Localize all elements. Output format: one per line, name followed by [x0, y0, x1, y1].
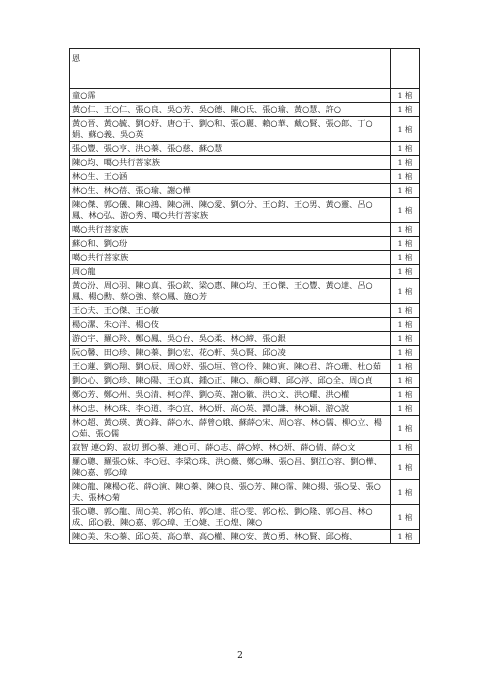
count-cell: 1 棺: [391, 279, 420, 304]
names-cell: 羅○聰、羅張○妹、李○冠、李梁○珠、洪○薇、鄭○琳、張○昌、劉江○容、劉○樺、陳○嘉、郭○璋: [70, 455, 391, 480]
count-cell: 1 棺: [391, 89, 420, 103]
count-cell: 1 棺: [391, 198, 420, 223]
count-cell: 1 棺: [391, 374, 420, 388]
names-cell: 童○霈: [70, 89, 391, 103]
names-cell: 游○宇、羅○羚、鄭○鳳、吳○台、吳○柔、林○締、張○銀: [70, 332, 391, 346]
table-row: [70, 251, 420, 265]
names-cell: 陳○均、噶○共行菩家族: [70, 156, 391, 170]
table-row: [70, 360, 420, 374]
names-cell: 林○生、林○蓓、張○瑜、謝○樺: [70, 184, 391, 198]
count-cell: 1 棺: [391, 142, 420, 156]
page-number: 2: [237, 651, 243, 661]
table-row: [70, 198, 420, 223]
count-cell: 1 棺: [391, 156, 420, 170]
table-row: [70, 402, 420, 416]
names-cell: 黃○汾、周○羽、陳○真、張○欽、梁○惠、陳○均、王○傑、王○豐、黃○達、呂○鳳、楊○勳、蔡○強、蔡○鳳、施○芳: [70, 279, 391, 304]
count-cell: 1 棺: [391, 184, 420, 198]
names-cell: 阮○馨、田○珍、陳○蓁、劉○宏、花○軒、吳○賢、邱○凌: [70, 346, 391, 360]
count-cell: 1 棺: [391, 416, 420, 441]
count-cell: 1 棺: [391, 304, 420, 318]
table-row: [70, 304, 420, 318]
names-cell: 林○忠、林○珠、李○道、李○宜、林○妍、高○英、譚○謙、林○穎、游○說: [70, 402, 391, 416]
count-cell: 1 棺: [391, 455, 420, 480]
count-cell: 1 棺: [391, 402, 420, 416]
table-row: [70, 374, 420, 388]
names-cell: 鄭○芳、鄭○州、吳○清、柯○萍、劉○英、謝○徽、洪○文、洪○耀、洪○權: [70, 388, 391, 402]
table-row: [70, 279, 420, 304]
table-row: [70, 505, 420, 530]
names-cell: 周○龍: [70, 265, 391, 279]
table-row: [70, 223, 420, 237]
table-row: [70, 170, 420, 184]
count-cell: 1 棺: [391, 332, 420, 346]
table-row: [70, 416, 420, 441]
names-cell: 陳○龍、陳楊○花、薛○演、陳○蓁、陳○良、張○芳、陳○霈、陳○揚、張○旻、張○夫、張林○菊: [70, 480, 391, 505]
names-cell: 張○豐、張○亨、洪○蓁、張○慈、蘇○慧: [70, 142, 391, 156]
names-cell: 劉○心、劉○珍、陳○陽、王○真、鍾○正、陳○、顏○卿、邱○渟、邱○全、周○貞: [70, 374, 391, 388]
table-row: [70, 346, 420, 360]
names-cell: 張○聰、郭○龍、周○美、郭○佑、郭○達、莊○雯、郭○松、劉○隆、郭○昌、林○成、邱○毅、陳○嘉、郭○璋、王○婕、王○煌、陳○: [70, 505, 391, 530]
table-row: [70, 156, 420, 170]
count-cell: 1 棺: [391, 103, 420, 117]
table-row: [70, 265, 420, 279]
table-row: [70, 103, 420, 117]
table-row: [70, 530, 420, 544]
count-cell: [391, 49, 420, 89]
table-row: [70, 332, 420, 346]
count-cell: 1 棺: [391, 117, 420, 142]
count-cell: 1 棺: [391, 441, 420, 455]
table-row: [70, 318, 420, 332]
names-cell: 王○蓮、劉○翔、劉○辰、周○妤、張○垣、管○伶、陳○寅、陳○君、許○珊、杜○茹: [70, 360, 391, 374]
names-cell: 黃○晉、黃○毓、劉○妤、唐○于、劉○和、張○麗、賴○華、戴○賢、張○郎、丁○娟、蘇○義、吳○英: [70, 117, 391, 142]
count-cell: 1 棺: [391, 251, 420, 265]
names-cell: 噶○共行菩家族: [70, 223, 391, 237]
table-row: [70, 455, 420, 480]
table-row: [70, 388, 420, 402]
table-row: [70, 441, 420, 455]
names-cell: 楊○潔、朱○洋、楊○伎: [70, 318, 391, 332]
names-cell: 陳○美、朱○蓁、邱○英、高○華、高○權、陳○安、黃○勇、林○賢、邱○梅、: [70, 530, 391, 544]
table-row: [70, 89, 420, 103]
count-cell: 1 棺: [391, 505, 420, 530]
count-cell: 1 棺: [391, 530, 420, 544]
count-cell: 1 棺: [391, 170, 420, 184]
names-cell: 恩: [70, 49, 391, 89]
names-cell: 王○夫、王○傑、王○敏: [70, 304, 391, 318]
table-row: [70, 49, 420, 89]
donor-table: [69, 48, 420, 544]
donor-table-body: [70, 49, 420, 544]
count-cell: 1 棺: [391, 388, 420, 402]
names-cell: 林○超、黃○瑛、黃○鋒、薛○水、薛曾○娥、蘇薛○宋、周○容、林○儒、柳○立、楊○茹、張○儒: [70, 416, 391, 441]
count-cell: 1 棺: [391, 237, 420, 251]
names-cell: 林○生、王○涵: [70, 170, 391, 184]
table-row: [70, 480, 420, 505]
table-row: [70, 237, 420, 251]
table-row: [70, 184, 420, 198]
names-cell: 陳○傑、郭○儀、陳○鴻、陳○洲、陳○愛、劉○分、王○鈞、王○男、黃○靈、呂○鳳、林○弘、游○秀、噶○共行菩家族: [70, 198, 391, 223]
table-row: [70, 142, 420, 156]
count-cell: 1 棺: [391, 318, 420, 332]
count-cell: 1 棺: [391, 480, 420, 505]
names-cell: 寂智 連○鈞、寂切 鄧○蓁、連○可、薛○志、薛○婷、林○妍、薛○倩、薛○文: [70, 441, 391, 455]
count-cell: 1 棺: [391, 346, 420, 360]
table-row: [70, 117, 420, 142]
count-cell: 1 棺: [391, 223, 420, 237]
names-cell: 黃○仁、王○仁、張○良、吳○芳、吳○德、陳○氏、張○瑜、黃○慧、許○: [70, 103, 391, 117]
count-cell: 1 棺: [391, 265, 420, 279]
names-cell: 噶○共行菩家族: [70, 251, 391, 265]
count-cell: 1 棺: [391, 360, 420, 374]
names-cell: 蘇○和、劉○玢: [70, 237, 391, 251]
